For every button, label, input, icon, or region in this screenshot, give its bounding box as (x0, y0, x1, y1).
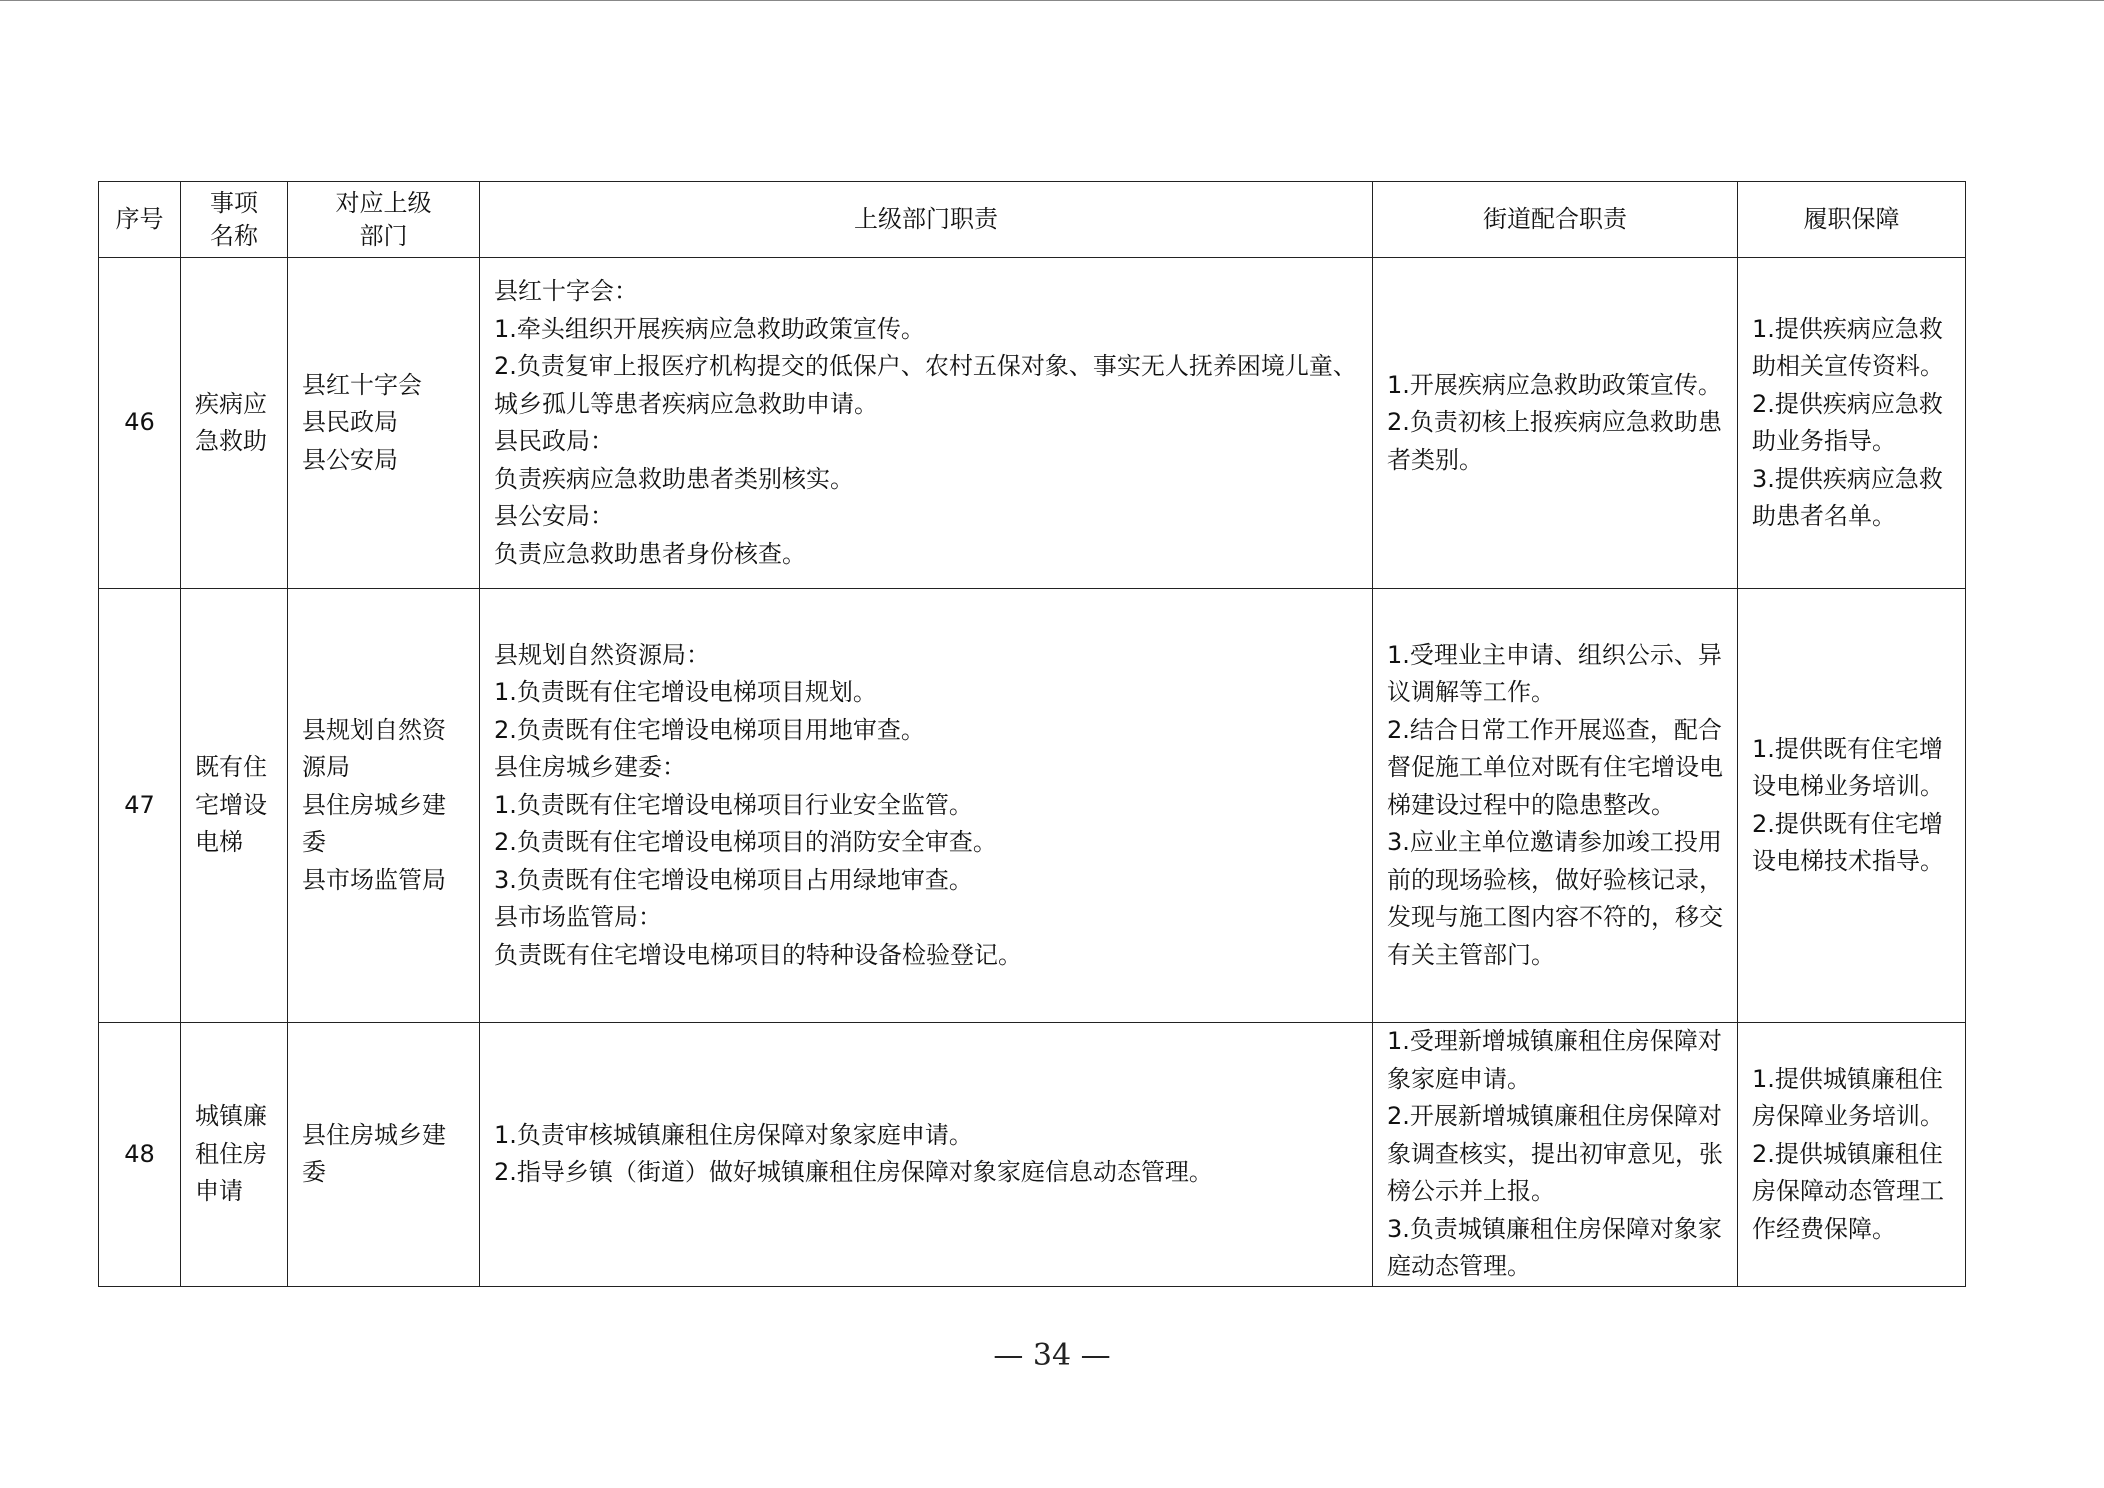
cell-text-line: 1.提供既有住宅增设电梯业务培训。 (1752, 734, 1944, 800)
cell-item-name (181, 589, 288, 1023)
cell-text-line: 1.受理新增城镇廉租住房保障对象家庭申请。 (1387, 1027, 1722, 1093)
cell-guarantee (1738, 589, 1966, 1023)
cell-text-line: 城镇廉 (195, 1102, 267, 1130)
cell-upper-duty (480, 589, 1373, 1023)
cell-text-line: 1.负责审核城镇廉租住房保障对象家庭申请。 (494, 1120, 973, 1149)
table-header-row (99, 182, 1966, 258)
cell-upper-duty (480, 1023, 1373, 1287)
table-row (99, 258, 1966, 589)
cell-text-line: 2.开展新增城镇廉租住房保障对象调查核实，提出初审意见，张榜公示并上报。 (1387, 1102, 1723, 1205)
cell-text-line: 县住房城乡建委 (302, 1120, 446, 1187)
cell-item-name (181, 258, 288, 589)
cell-text-line: 3.提供疾病应急救助患者名单。 (1752, 464, 1943, 530)
header-upper-department (288, 182, 480, 258)
cell-text-line: 1.牵头组织开展疾病应急救助政策宣传。 (494, 314, 925, 343)
cell-text-line: 2.提供疾病应急救助业务指导。 (1752, 389, 1943, 455)
cell-text-line: 2.负责既有住宅增设电梯项目用地审查。 (494, 715, 925, 744)
cell-street-duty (1373, 1023, 1738, 1287)
cell-text-line: 急救助 (195, 427, 267, 455)
header-item-name-line: 事项 (210, 188, 258, 217)
header-item-name (181, 182, 288, 258)
cell-text-line: 1.提供疾病应急救助相关宣传资料。 (1752, 314, 1944, 380)
cell-text-line: 1.受理业主申请、组织公示、异议调解等工作。 (1387, 640, 1722, 707)
cell-text-line: 县民政局： (494, 427, 614, 455)
cell-text-line: 3.负责城镇廉租住房保障对象家庭动态管理。 (1387, 1214, 1722, 1280)
responsibility-table (98, 181, 1966, 1287)
page-number: — 34 — (993, 1338, 1111, 1373)
cell-text-line: 3.负责既有住宅增设电梯项目占用绿地审查。 (494, 865, 973, 894)
cell-text-line: 2.负责既有住宅增设电梯项目的消防安全审查。 (494, 828, 997, 857)
cell-text-line: 县公安局： (494, 502, 614, 530)
header-upper-duty: 上级部门职责 (480, 182, 1373, 258)
table-body (99, 258, 1966, 1287)
cell-text-line: 既有住 (195, 753, 267, 782)
cell-text-line: 2.结合日常工作开展巡查，配合督促施工单位对既有住宅增设电梯建设过程中的隐患整改。 (1387, 715, 1723, 819)
cell-text-line: 县住房城乡建委： (494, 753, 686, 782)
cell-text-line: 县规划自然资源局 (302, 715, 446, 782)
cell-serial-number: 48 (99, 1023, 181, 1287)
cell-text-line: 县民政局 (302, 408, 398, 437)
cell-text-line: 县市场监管局： (494, 903, 662, 932)
cell-text-line: 1.负责既有住宅增设电梯项目行业安全监管。 (494, 790, 973, 819)
header-guarantee: 履职保障 (1738, 182, 1966, 258)
cell-text-line: 2.负责初核上报疾病应急救助患者类别。 (1387, 408, 1722, 474)
cell-text-line: 县红十字会： (494, 277, 638, 305)
header-upper-department-line: 部门 (359, 221, 408, 250)
cell-street-duty (1373, 258, 1738, 589)
cell-guarantee (1738, 1023, 1966, 1287)
cell-text-line: 县公安局 (302, 445, 398, 474)
table-row (99, 1023, 1966, 1287)
cell-upper-department (288, 1023, 480, 1287)
top-border-line (0, 0, 2104, 1)
cell-text-line: 租住房 (195, 1139, 267, 1168)
cell-street-duty (1373, 589, 1738, 1023)
cell-upper-duty (480, 258, 1373, 589)
cell-text-line: 2.提供城镇廉租住房保障动态管理工作经费保障。 (1752, 1139, 1944, 1243)
cell-text-line: 疾病应 (195, 389, 267, 418)
header-serial-number: 序号 (99, 182, 181, 258)
cell-text-line: 负责应急救助患者身份核查。 (494, 539, 806, 568)
cell-text-line: 县住房城乡建委 (302, 790, 446, 857)
cell-text-line: 2.指导乡镇（街道）做好城镇廉租住房保障对象家庭信息动态管理。 (494, 1158, 1213, 1187)
header-upper-department-line: 对应上级 (335, 188, 432, 217)
cell-text-line: 县市场监管局 (302, 865, 446, 894)
cell-text-line: 申请 (195, 1177, 243, 1205)
cell-text-line: 1.负责既有住宅增设电梯项目规划。 (494, 678, 877, 707)
cell-text-line: 2.提供既有住宅增设电梯技术指导。 (1752, 809, 1944, 875)
cell-serial-number: 46 (99, 258, 181, 589)
cell-text-line: 宅增设 (195, 790, 267, 819)
cell-text-line: 2.负责复审上报医疗机构提交的低保户、农村五保对象、事实无人抚养困境儿童、城乡孤儿等患者疾病应急救助申请。 (494, 352, 1357, 418)
cell-upper-department (288, 589, 480, 1023)
cell-upper-department (288, 258, 480, 589)
table-row (99, 589, 1966, 1023)
header-street-duty: 街道配合职责 (1373, 182, 1738, 258)
cell-serial-number: 47 (99, 589, 181, 1023)
cell-text-line: 1.开展疾病应急救助政策宣传。 (1387, 370, 1722, 399)
cell-text-line: 电梯 (195, 828, 243, 857)
header-item-name-line: 名称 (210, 221, 258, 250)
cell-text-line: 负责疾病应急救助患者类别核实。 (494, 464, 854, 493)
cell-guarantee (1738, 258, 1966, 589)
cell-text-line: 县规划自然资源局： (494, 640, 710, 669)
cell-item-name (181, 1023, 288, 1287)
cell-text-line: 负责既有住宅增设电梯项目的特种设备检验登记。 (494, 940, 1022, 969)
cell-text-line: 1.提供城镇廉租住房保障业务培训。 (1752, 1064, 1944, 1130)
cell-text-line: 县红十字会 (302, 370, 422, 399)
cell-text-line: 3.应业主单位邀请参加竣工投用前的现场验核，做好验核记录，发现与施工图内容不符的，移交有关主管部门。 (1387, 828, 1723, 969)
